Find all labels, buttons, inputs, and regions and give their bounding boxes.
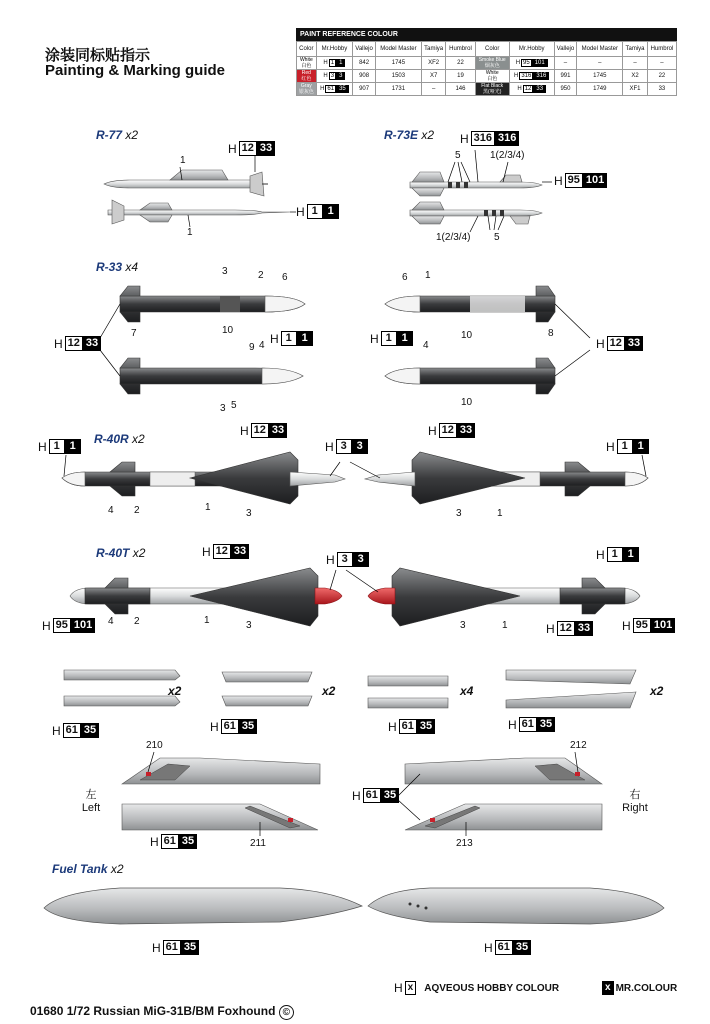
- section-title-fuel-tank: Fuel Tank x2: [52, 862, 124, 876]
- color-code-3-3: H 3 3: [325, 439, 368, 454]
- callout-number: 10: [461, 397, 473, 408]
- paint-value: 908: [353, 70, 376, 83]
- color-code-1-1: H 1 1: [370, 331, 413, 346]
- callout-number: 9: [249, 342, 255, 353]
- color-code-61-35: H 61 35: [352, 788, 399, 803]
- paint-value: XF2: [421, 57, 446, 70]
- paint-value: –: [421, 83, 446, 96]
- color-swatch: Smoke Blue 烟灰色: [475, 57, 509, 70]
- callout-number: 6: [282, 272, 288, 283]
- paint-value: 1749: [577, 83, 623, 96]
- callout-number: 212: [570, 740, 587, 751]
- callout-number: 3: [246, 508, 252, 519]
- fuel-tank-left: [44, 888, 362, 924]
- color-swatch: Red 红色: [297, 70, 317, 83]
- color-code-12-33: H 12 33: [54, 336, 101, 351]
- paint-value: 950: [554, 83, 577, 96]
- paint-value: X2: [623, 70, 648, 83]
- wing-pylon-left-bottom: [122, 804, 318, 830]
- callout-number: 3: [460, 620, 466, 631]
- color-code-95-101: H 95 101: [42, 618, 95, 633]
- color-code-1-1: H 1 1: [606, 439, 649, 454]
- section-title-r33: R-33 x4: [96, 260, 139, 274]
- callout-number: 10: [222, 325, 234, 336]
- paint-value: 33: [647, 83, 676, 96]
- footer-product: 01680 1/72 Russian MiG-31B/BM Foxhound ©: [30, 1004, 294, 1020]
- r40r-missile-left: [62, 452, 345, 504]
- callout-number: 5: [231, 400, 237, 411]
- section-title-r77: R-77 x2: [96, 128, 139, 142]
- mr-hobby-code: H 12 33: [509, 83, 554, 96]
- color-code-3-3: H 3 3: [326, 552, 369, 567]
- color-code-1-1: H 1 1: [38, 439, 81, 454]
- callout-number: 4: [423, 340, 429, 351]
- section-title-r40t: R-40T x2: [96, 546, 146, 560]
- callout-number: 2: [134, 616, 140, 627]
- color-code-12-33: H 12 33: [240, 423, 287, 438]
- paint-value: 842: [353, 57, 376, 70]
- callout-number: 1: [204, 615, 210, 626]
- paint-value: 991: [554, 70, 577, 83]
- color-code-61-35: H 61 35: [484, 940, 531, 955]
- paint-value: 1745: [375, 57, 421, 70]
- paint-value: XF1: [623, 83, 648, 96]
- fuel-tank-right: [368, 888, 664, 924]
- callout-number: 1: [425, 270, 431, 281]
- color-code-12-33: H 12 33: [428, 423, 475, 438]
- paint-table-col-header: Model Master: [375, 42, 421, 57]
- mr-hobby-code: H 61 35: [316, 83, 353, 96]
- pylon-qty-d: x2: [650, 684, 664, 698]
- r33-missile-4: [385, 358, 555, 394]
- color-code-61-35: H 61 35: [150, 834, 197, 849]
- color-code-61-35: H 61 35: [508, 717, 555, 732]
- pylon-set-a: [64, 670, 180, 706]
- color-code-1-1: H 1 1: [296, 204, 339, 219]
- paint-table-col-header: Color: [297, 42, 317, 57]
- side-right-label: 右 Right: [622, 789, 648, 814]
- pylon-qty-b: x2: [322, 684, 336, 698]
- paint-table-title: PAINT REFERENCE COLOUR: [296, 28, 677, 41]
- mr-hobby-code: H 316 316: [509, 70, 554, 83]
- paint-table-col-header: Mr.Hobby: [316, 42, 353, 57]
- callout-number: 3: [220, 403, 226, 414]
- callout-number: 3: [222, 266, 228, 277]
- paint-table-col-header: Vallejo: [353, 42, 376, 57]
- paint-value: 19: [446, 70, 475, 83]
- callout-number: 2: [258, 270, 264, 281]
- paint-table-col-header: Color: [475, 42, 509, 57]
- paint-value: 22: [647, 70, 676, 83]
- r40r-missile-right: [365, 452, 648, 504]
- paint-table-col-header: Vallejo: [554, 42, 577, 57]
- wing-pylon-right-bottom: [405, 804, 602, 830]
- callout-number: 210: [146, 740, 163, 751]
- page-title: Painting & Marking guide: [45, 62, 226, 79]
- color-swatch: White 白色: [475, 70, 509, 83]
- color-code-1-1: H 1 1: [270, 331, 313, 346]
- callout-number: 1: [497, 508, 503, 519]
- section-title-r40r: R-40R x2: [94, 432, 145, 446]
- color-code-95-101: H 95 101: [554, 173, 607, 188]
- callout-number: 1: [502, 620, 508, 631]
- paint-value: –: [577, 57, 623, 70]
- color-code-61-35: H 61 35: [210, 719, 257, 734]
- paint-table-col-header: Mr.Hobby: [509, 42, 554, 57]
- callout-number: 6: [402, 272, 408, 283]
- mr-hobby-code: H 95 101: [509, 57, 554, 70]
- callout-number: 7: [131, 328, 137, 339]
- color-code-12-33: H 12 33: [546, 621, 593, 636]
- r77-missile-top: [104, 170, 268, 196]
- paint-table-col-header: Tamiya: [421, 42, 446, 57]
- color-code-12-33: H 12 33: [228, 141, 275, 156]
- paint-value: –: [554, 57, 577, 70]
- callout-number: 5: [455, 150, 461, 161]
- callout-number: 211: [250, 838, 266, 849]
- color-code-95-101: H 95 101: [622, 618, 675, 633]
- paint-value: 146: [446, 83, 475, 96]
- paint-table-col-header: Model Master: [577, 42, 623, 57]
- color-code-12-33: H 12 33: [596, 336, 643, 351]
- color-swatch: Flat Black 黑(哑光): [475, 83, 509, 96]
- r33-missile-3: [385, 286, 555, 322]
- callout-number: 213: [456, 838, 473, 849]
- callout-number: 3: [456, 508, 462, 519]
- paint-value: X7: [421, 70, 446, 83]
- mr-hobby-code: H 1 1: [316, 57, 353, 70]
- r33-missile-1: [120, 286, 305, 322]
- pylon-set-b: [222, 672, 312, 706]
- mr-hobby-code: H 3 3: [316, 70, 353, 83]
- legend-aqueous: H x AQVEOUS HOBBY COLOUR: [394, 981, 560, 995]
- paint-table-col-header: Humbrol: [446, 42, 475, 57]
- callout-number: 5: [494, 232, 500, 243]
- callout-number: 10: [461, 330, 473, 341]
- r33-missile-2: [120, 358, 303, 394]
- paint-value: –: [647, 57, 676, 70]
- page-title-cn: 涂装同标贴指示: [45, 47, 151, 64]
- color-code-316-316: H 316 316: [460, 131, 519, 146]
- r73e-missile-top: [410, 172, 542, 196]
- paint-table-col-header: Humbrol: [647, 42, 676, 57]
- color-swatch: Gray 银灰色: [297, 83, 317, 96]
- color-code-61-35: H 61 35: [152, 940, 199, 955]
- pylon-qty-a: x2: [168, 684, 182, 698]
- color-code-12-33: H 12 33: [202, 544, 249, 559]
- callout-number: 8: [548, 328, 554, 339]
- paint-value: –: [623, 57, 648, 70]
- paint-table-col-header: Tamiya: [623, 42, 648, 57]
- pylon-set-d: [506, 670, 636, 708]
- callout-number: 1: [187, 227, 193, 238]
- callout-number: 4: [108, 505, 114, 516]
- paint-value: 22: [446, 57, 475, 70]
- r40t-missile-right: [368, 568, 640, 626]
- wing-pylon-left-top: [122, 758, 320, 784]
- color-swatch: White 白色: [297, 57, 317, 70]
- side-left-label: 左 Left: [81, 789, 101, 814]
- r77-missile-bottom: [108, 200, 290, 224]
- paint-value: 907: [353, 83, 376, 96]
- callout-number: 1(2/3/4): [490, 150, 525, 161]
- wing-pylon-right-top: [405, 758, 602, 784]
- color-code-1-1: H 1 1: [596, 547, 639, 562]
- paint-value: 1745: [577, 70, 623, 83]
- section-title-r73e: R-73E x2: [384, 128, 435, 142]
- callout-number: 4: [108, 616, 114, 627]
- color-code-61-35: H 61 35: [388, 719, 435, 734]
- copyright-icon: ©: [279, 1005, 294, 1020]
- legend-mr-colour: x MR.COLOUR: [602, 981, 677, 995]
- pylon-set-c: [368, 676, 448, 708]
- callout-number: 3: [246, 620, 252, 631]
- color-code-61-35: H 61 35: [52, 723, 99, 738]
- callout-number: 2: [134, 505, 140, 516]
- callout-number: 1: [180, 155, 186, 166]
- callout-number: 1: [205, 502, 211, 513]
- paint-value: 1731: [375, 83, 421, 96]
- paint-value: 1503: [375, 70, 421, 83]
- callout-number: 1(2/3/4): [436, 232, 471, 243]
- callout-number: 4: [259, 340, 265, 351]
- pylon-qty-c: x4: [460, 684, 474, 698]
